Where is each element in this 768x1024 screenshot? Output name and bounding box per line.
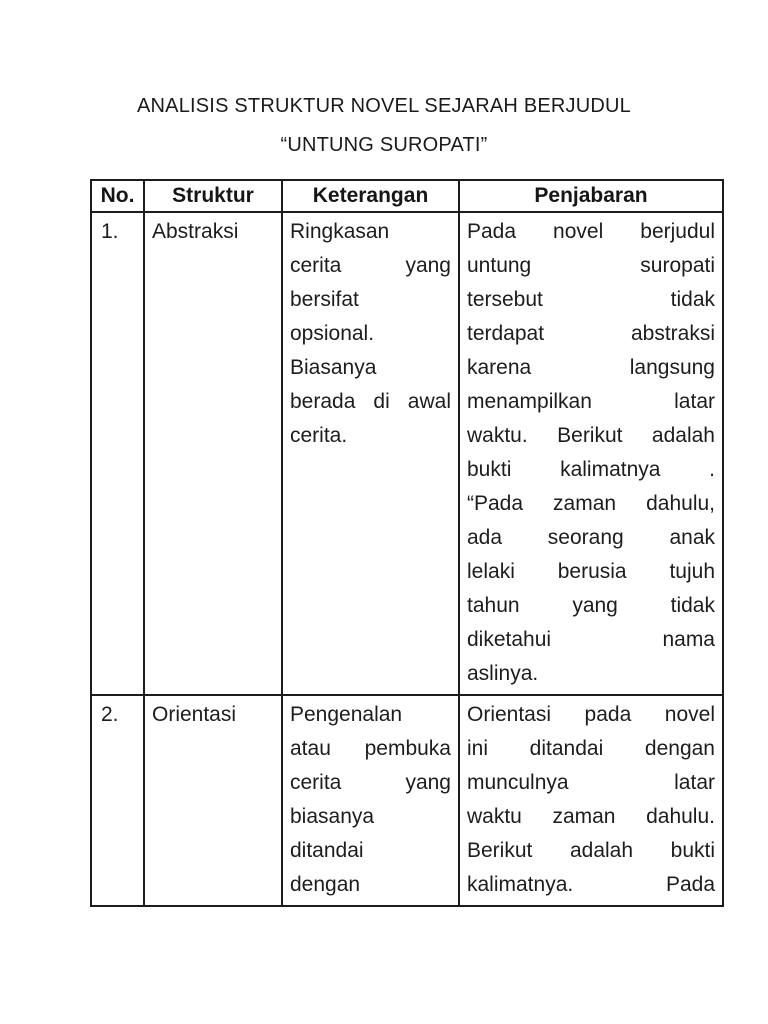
cell-text-line: waktu zaman dahulu. bbox=[467, 805, 715, 828]
analysis-table bbox=[90, 179, 724, 907]
cell-text-line: cerita yang bbox=[290, 771, 451, 794]
cell-keterangan bbox=[282, 695, 459, 906]
cell-text-line: Biasanya bbox=[290, 356, 377, 379]
cell-text-line: ada seorang anak bbox=[467, 526, 715, 549]
cell-penjabaran bbox=[459, 695, 723, 906]
cell-text-line: cerita. bbox=[290, 424, 348, 447]
cell-text-line: biasanya bbox=[290, 805, 375, 828]
cell-text-line: Berikut adalah bukti bbox=[467, 839, 715, 862]
cell-text-line: berada di awal bbox=[290, 390, 451, 413]
cell-text-line: diketahui nama bbox=[467, 628, 715, 651]
cell-text-line: opsional. bbox=[290, 322, 375, 345]
cell-text-line: ini ditandai dengan bbox=[467, 737, 715, 760]
col-header-keterangan: Keterangan bbox=[282, 180, 459, 212]
cell-text-line: atau pembuka bbox=[290, 737, 451, 760]
cell-text-line: karena langsung bbox=[467, 356, 715, 379]
cell-no: 1. bbox=[91, 212, 144, 695]
table-row bbox=[91, 695, 723, 906]
cell-text-line: bukti kalimatnya . bbox=[467, 458, 715, 481]
cell-keterangan bbox=[282, 212, 459, 695]
cell-text-line: cerita yang bbox=[290, 254, 451, 277]
cell-text-line: menampilkan latar bbox=[467, 390, 715, 413]
document-title-line2: “UNTUNG SUROPATI” bbox=[280, 134, 488, 156]
cell-text-line: tahun yang tidak bbox=[467, 594, 715, 617]
cell-text-line: Pada novel berjudul bbox=[467, 220, 715, 243]
cell-text-line: bersifat bbox=[290, 288, 359, 311]
cell-text-line: untung suropati bbox=[467, 254, 715, 277]
col-header-no: No. bbox=[91, 180, 144, 212]
cell-penjabaran bbox=[459, 212, 723, 695]
cell-text-line: munculnya latar bbox=[467, 771, 715, 794]
cell-text-line: ditandai bbox=[290, 839, 364, 862]
document-title-line1: ANALISIS STRUKTUR NOVEL SEJARAH BERJUDUL bbox=[136, 95, 632, 117]
cell-text-line: tersebut tidak bbox=[467, 288, 715, 311]
col-header-penjabaran: Penjabaran bbox=[459, 180, 723, 212]
table-header-row bbox=[91, 180, 723, 212]
cell-struktur: Orientasi bbox=[144, 695, 282, 906]
cell-text-line: kalimatnya. Pada bbox=[467, 873, 715, 896]
cell-text-line: Pengenalan bbox=[290, 703, 403, 726]
cell-text-line: waktu. Berikut adalah bbox=[467, 424, 715, 447]
cell-no: 2. bbox=[91, 695, 144, 906]
cell-text-line: Ringkasan bbox=[290, 220, 390, 243]
cell-text-line: Orientasi pada novel bbox=[467, 703, 715, 726]
cell-text-line: lelaki berusia tujuh bbox=[467, 560, 715, 583]
cell-text-line: terdapat abstraksi bbox=[467, 322, 715, 345]
cell-struktur: Abstraksi bbox=[144, 212, 282, 695]
table-row bbox=[91, 212, 723, 695]
cell-text-line: dengan bbox=[290, 873, 361, 896]
col-header-struktur: Struktur bbox=[144, 180, 282, 212]
cell-text-line: “Pada zaman dahulu, bbox=[467, 492, 715, 515]
cell-text-line: aslinya. bbox=[467, 662, 539, 685]
